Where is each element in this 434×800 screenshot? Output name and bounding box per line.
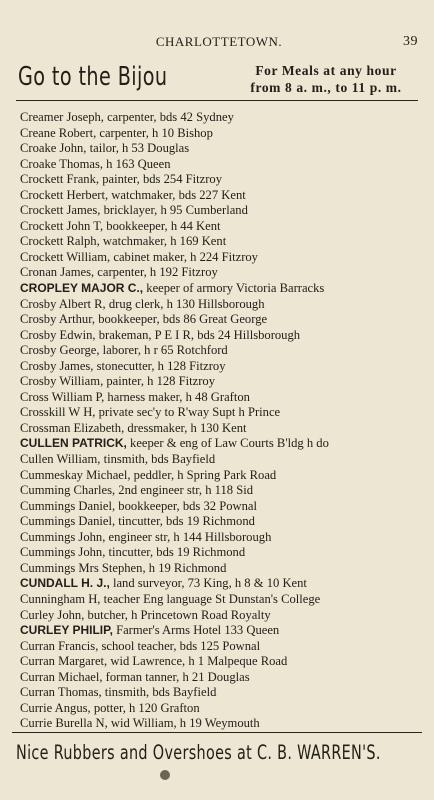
directory-entry xyxy=(20,608,424,624)
entry-name: Crosby Arthur, xyxy=(20,312,96,327)
entry-detail: h 19 Richmond xyxy=(145,560,227,575)
directory-entry xyxy=(20,654,424,670)
directory-entry xyxy=(20,436,424,452)
directory-entry xyxy=(20,576,424,592)
entry-detail: tincutter, bds 19 Richmond xyxy=(105,545,246,560)
entry-detail: 2nd engineer str, h 118 Sid xyxy=(115,483,254,498)
entry-detail: wid Lawrence, h 1 Malpeque Road xyxy=(107,654,288,669)
entry-detail: cabinet maker, h 224 Fitzroy xyxy=(110,249,258,264)
directory-entry xyxy=(20,250,424,266)
entry-detail: wid William, h 19 Weymouth xyxy=(107,716,260,731)
entry-name: Cummings Daniel, xyxy=(20,498,116,513)
directory-entry xyxy=(20,514,424,530)
directory-entry xyxy=(20,421,424,437)
entry-detail: Farmer's Arms Hotel 133 Queen xyxy=(112,623,280,638)
directory-entry xyxy=(20,701,424,717)
entry-detail: carpenter, h 192 Fitzroy xyxy=(94,265,218,280)
entry-detail: tinsmith, bds Bayfield xyxy=(101,685,217,700)
directory-entry xyxy=(20,312,424,328)
directory-entry xyxy=(20,390,424,406)
entry-name: CULLEN PATRICK, xyxy=(20,436,127,451)
ad-hours-line-1: For Meals at any hour xyxy=(255,63,397,78)
entry-name: Crosby George, xyxy=(20,343,100,358)
directory-entry xyxy=(20,592,424,608)
entry-name: Crockett James, xyxy=(20,203,101,218)
ad-headline: Go to the Bijou xyxy=(18,62,168,92)
running-head xyxy=(20,34,418,50)
entry-detail: bricklayer, h 95 Cumberland xyxy=(100,203,248,218)
entry-detail: carpenter, h 10 Bishop xyxy=(96,125,213,140)
entry-name: Cunningham H, xyxy=(20,591,101,606)
entry-name: Crockett William, xyxy=(20,249,111,264)
entry-name: Creamer Joseph, xyxy=(20,110,104,124)
entry-name: Crosby William, xyxy=(20,374,104,389)
entry-name: CUNDALL H. J., xyxy=(20,576,110,591)
entry-name: Cummings John, xyxy=(20,529,106,544)
directory-entry xyxy=(20,110,424,126)
bottom-advertisement xyxy=(12,732,422,765)
entry-name: Curran Thomas, xyxy=(20,685,102,700)
directory-entry xyxy=(20,126,424,142)
directory-entry xyxy=(20,343,424,359)
entry-name: Curran Margaret, xyxy=(20,654,108,669)
directory-entry xyxy=(20,188,424,204)
directory-entry xyxy=(20,234,424,250)
bottom-ad-text: Nice Rubbers and Overshoes at C. B. WARREN'S. xyxy=(16,741,381,764)
entry-name: Curran Michael, xyxy=(20,669,103,684)
entry-detail: tailor, h 53 Douglas xyxy=(86,141,190,156)
entry-name: Croake John, xyxy=(20,141,87,156)
directory-entry xyxy=(20,452,424,468)
entry-detail: land surveyor, 73 King, h 8 & 10 Kent xyxy=(109,576,307,591)
entry-detail: h 163 Queen xyxy=(103,156,171,171)
directory-entry xyxy=(20,499,424,515)
entry-detail: painter, h 128 Fitzroy xyxy=(103,374,215,389)
entry-name: Croake Thomas, xyxy=(20,156,104,171)
entry-name: Cummings Mrs Stephen, xyxy=(20,560,146,575)
ad-hours xyxy=(236,62,416,96)
entry-detail: teacher Eng language St Dunstan's College xyxy=(100,591,321,606)
ornament-dot xyxy=(160,770,170,780)
directory-entry xyxy=(20,359,424,375)
entry-name: CROPLEY MAJOR C., xyxy=(20,281,144,296)
entry-detail: watchmaker, bds 227 Kent xyxy=(108,187,246,202)
directory-entry xyxy=(20,265,424,281)
entry-name: Creane Robert, xyxy=(20,125,97,140)
entry-detail: laborer, h r 65 Rotchford xyxy=(99,343,228,358)
entry-detail: bookkeeper, bds 32 Pownal xyxy=(115,498,258,513)
directory-entry xyxy=(20,157,424,173)
entry-name: Cross William P, xyxy=(20,389,105,404)
entry-name: Crockett John T, xyxy=(20,218,104,233)
directory-entry xyxy=(20,141,424,157)
directory-entry xyxy=(20,172,424,188)
directory-entry xyxy=(20,530,424,546)
running-title: CHARLOTTETOWN. xyxy=(155,34,283,49)
entry-detail: harness maker, h 48 Grafton xyxy=(104,389,250,404)
entry-name: Crosby Albert R, xyxy=(20,296,106,311)
entry-detail: potter, h 120 Grafton xyxy=(90,700,200,715)
entry-detail: engineer str, h 144 Hillsborough xyxy=(105,529,272,544)
entry-name: Crosskill W H, xyxy=(20,405,96,420)
entry-detail: watchmaker, h 169 Kent xyxy=(99,234,227,249)
entry-detail: school teacher, bds 125 Pownal xyxy=(98,638,261,653)
directory-entry xyxy=(20,639,424,655)
entry-name: Currie Angus, xyxy=(20,700,91,715)
entry-detail: dressmaker, h 130 Kent xyxy=(124,420,247,435)
entry-name: Cummeskay Michael, xyxy=(20,467,131,482)
directory-entry xyxy=(20,545,424,561)
entry-detail: butcher, h Princetown Road Royalty xyxy=(84,607,271,622)
directory-entry xyxy=(20,561,424,577)
entry-name: Curran Francis, xyxy=(20,638,99,653)
entry-detail: tinsmith, bds Bayfield xyxy=(100,452,216,467)
entry-name: Currie Burella N, xyxy=(20,716,108,731)
entry-detail: carpenter, bds 42 Sydney xyxy=(103,110,234,124)
directory-entry xyxy=(20,219,424,235)
entry-detail: peddler, h Spring Park Road xyxy=(130,467,277,482)
entry-name: Cronan James, xyxy=(20,265,95,280)
directory-entry xyxy=(20,716,424,732)
entry-detail: stonecutter, h 128 Fitzroy xyxy=(93,358,226,373)
directory-entries xyxy=(20,110,424,732)
directory-entry xyxy=(20,281,424,297)
page-number: 39 xyxy=(403,34,418,49)
entry-name: Crosby Edwin, xyxy=(20,327,96,342)
entry-name: Crosby James, xyxy=(20,358,94,373)
entry-name: Cullen William, xyxy=(20,452,101,467)
entry-name: Crockett Herbert, xyxy=(20,187,109,202)
entry-detail: bookkeeper, bds 86 Great George xyxy=(95,312,268,327)
entry-name: CURLEY PHILIP, xyxy=(20,623,113,638)
entry-detail: brakeman, P E I R, bds 24 Hillsborough xyxy=(95,327,301,342)
entry-name: Cummings Daniel, xyxy=(20,514,116,529)
entry-detail: tincutter, bds 19 Richmond xyxy=(115,514,255,529)
directory-entry xyxy=(20,685,424,701)
entry-name: Crossman Elizabeth, xyxy=(20,420,125,435)
directory-entry xyxy=(20,374,424,390)
entry-name: Crockett Ralph, xyxy=(20,234,100,249)
entry-detail: bookkeeper, h 44 Kent xyxy=(103,218,221,233)
directory-entry xyxy=(20,483,424,499)
entry-detail: drug clerk, h 130 Hillsborough xyxy=(105,296,265,311)
directory-entry xyxy=(20,623,424,639)
directory-entry xyxy=(20,297,424,313)
directory-entry xyxy=(20,468,424,484)
top-advertisement xyxy=(16,60,418,101)
directory-entry xyxy=(20,328,424,344)
entry-detail: private sec'y to R'way Supt h Prince xyxy=(95,405,281,420)
entry-name: Cummings John, xyxy=(20,545,106,560)
directory-entry xyxy=(20,405,424,421)
entry-name: Curley John, xyxy=(20,607,85,622)
ad-hours-line-2: from 8 a. m., to 11 p. m. xyxy=(250,80,402,95)
entry-detail: keeper of armory Victoria Barracks xyxy=(143,281,325,296)
entry-name: Cumming Charles, xyxy=(20,483,116,498)
entry-detail: painter, bds 254 Fitzroy xyxy=(99,172,223,187)
directory-entry xyxy=(20,670,424,686)
directory-entry xyxy=(20,203,424,219)
entry-name: Crockett Frank, xyxy=(20,172,100,187)
entry-detail: forman tanner, h 21 Douglas xyxy=(102,669,250,684)
entry-detail: keeper & eng of Law Courts B'ldg h do xyxy=(126,436,329,451)
